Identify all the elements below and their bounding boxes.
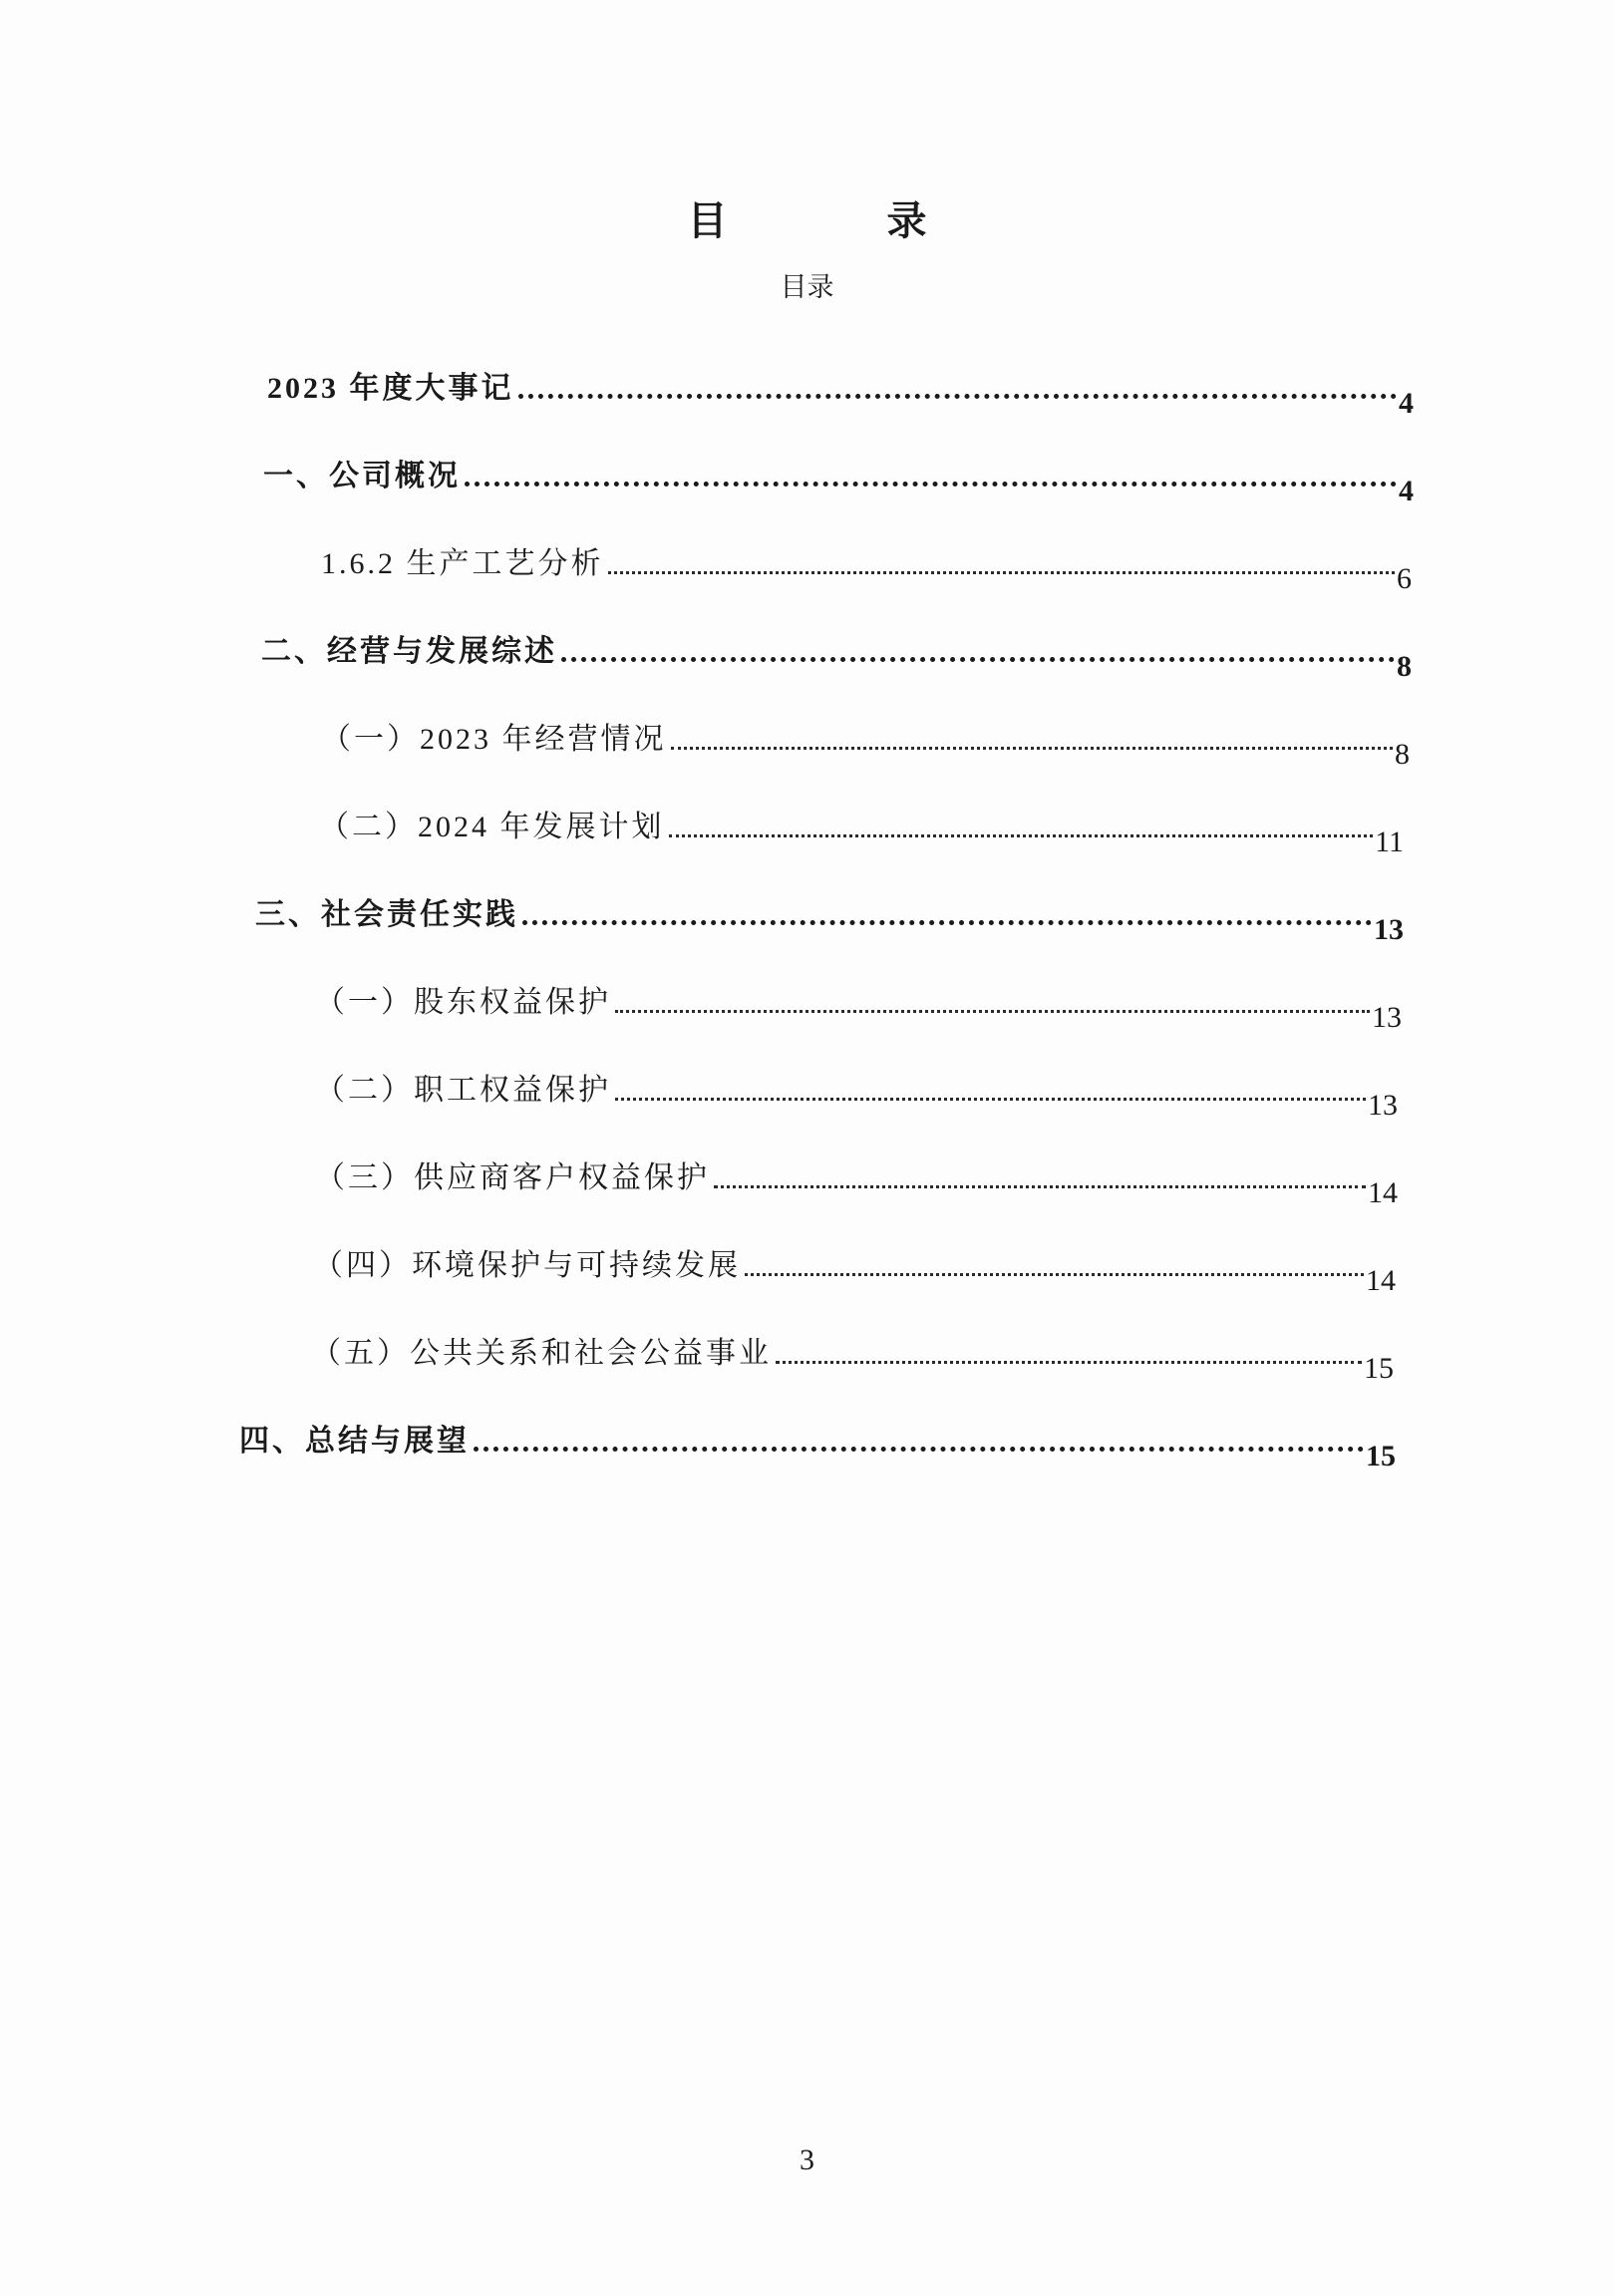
toc-entry-environmental-protection[interactable] [313, 1236, 1396, 1297]
toc-leader-dots [615, 1098, 1366, 1101]
toc-entry-employee-rights[interactable] [315, 1061, 1398, 1122]
toc-entry-2024-plan[interactable] [319, 798, 1404, 858]
toc-leader-dots [561, 657, 1395, 662]
toc-leader-dots [608, 571, 1396, 574]
toc-label: （三）供应商客户权益保护 [315, 1161, 710, 1194]
toc-label: （二）2024 年发展计划 [319, 811, 665, 843]
toc-label: （一）股东权益保护 [315, 986, 611, 1019]
toc-leader-dots [714, 1185, 1366, 1188]
toc-page-number: 15 [1366, 1440, 1396, 1473]
toc-page-number: 15 [1364, 1352, 1394, 1385]
toc-entry-company-overview[interactable] [263, 447, 1414, 507]
toc-leader-dots [671, 747, 1394, 750]
toc-leader-dots [776, 1361, 1362, 1364]
page-number: 3 [800, 2143, 814, 2176]
toc-page-number: 13 [1372, 1001, 1402, 1034]
page-subtitle: 目录 [780, 272, 834, 302]
toc-label: （四）环境保护与可持续发展 [313, 1249, 741, 1282]
toc-leader-dots [745, 1273, 1364, 1276]
toc-label: 1.6.2 生产工艺分析 [321, 547, 604, 580]
toc-leader-dots [474, 1447, 1364, 1452]
toc-leader-dots [615, 1010, 1370, 1013]
toc-label: （一）2023 年经营情况 [321, 723, 667, 756]
toc-label: 一、公司概况 [263, 460, 461, 492]
toc-page-number: 4 [1399, 387, 1414, 420]
toc-entry-public-welfare[interactable] [311, 1324, 1394, 1385]
toc-page-number: 14 [1366, 1264, 1396, 1297]
toc-entry-annual-events[interactable] [267, 359, 1414, 420]
toc-leader-dots [465, 482, 1397, 487]
toc-page-number: 8 [1397, 650, 1412, 683]
toc-leader-dots [518, 394, 1398, 399]
toc-leader-dots [522, 920, 1372, 925]
toc-label: 2023 年度大事记 [267, 372, 514, 405]
toc-label: （五）公共关系和社会公益事业 [311, 1337, 772, 1370]
toc-page-number: 13 [1368, 1089, 1398, 1122]
toc-entry-2023-operations[interactable] [321, 710, 1410, 771]
toc-page-number: 14 [1368, 1176, 1398, 1209]
toc-label: 二、经营与发展综述 [261, 635, 557, 668]
toc-entry-shareholder-rights[interactable] [315, 973, 1402, 1034]
toc-page-number: 4 [1399, 475, 1414, 507]
toc-page-number: 8 [1395, 738, 1410, 771]
toc-page-number: 13 [1374, 913, 1404, 946]
toc-label: （二）职工权益保护 [315, 1074, 611, 1107]
toc-entry-supplier-customer-rights[interactable] [315, 1148, 1398, 1209]
toc-label: 三、社会责任实践 [255, 898, 518, 931]
toc-entry-production-process[interactable] [321, 534, 1412, 595]
toc-page-number: 6 [1397, 562, 1412, 595]
toc-page-number: 11 [1375, 825, 1404, 858]
toc-label: 四、总结与展望 [239, 1425, 470, 1458]
page-title: 目 录 [687, 198, 987, 243]
toc-entry-social-responsibility[interactable] [255, 885, 1404, 946]
toc-leader-dots [669, 834, 1374, 837]
toc-entry-summary-outlook[interactable] [239, 1412, 1396, 1473]
toc-entry-business-review[interactable] [261, 622, 1412, 683]
